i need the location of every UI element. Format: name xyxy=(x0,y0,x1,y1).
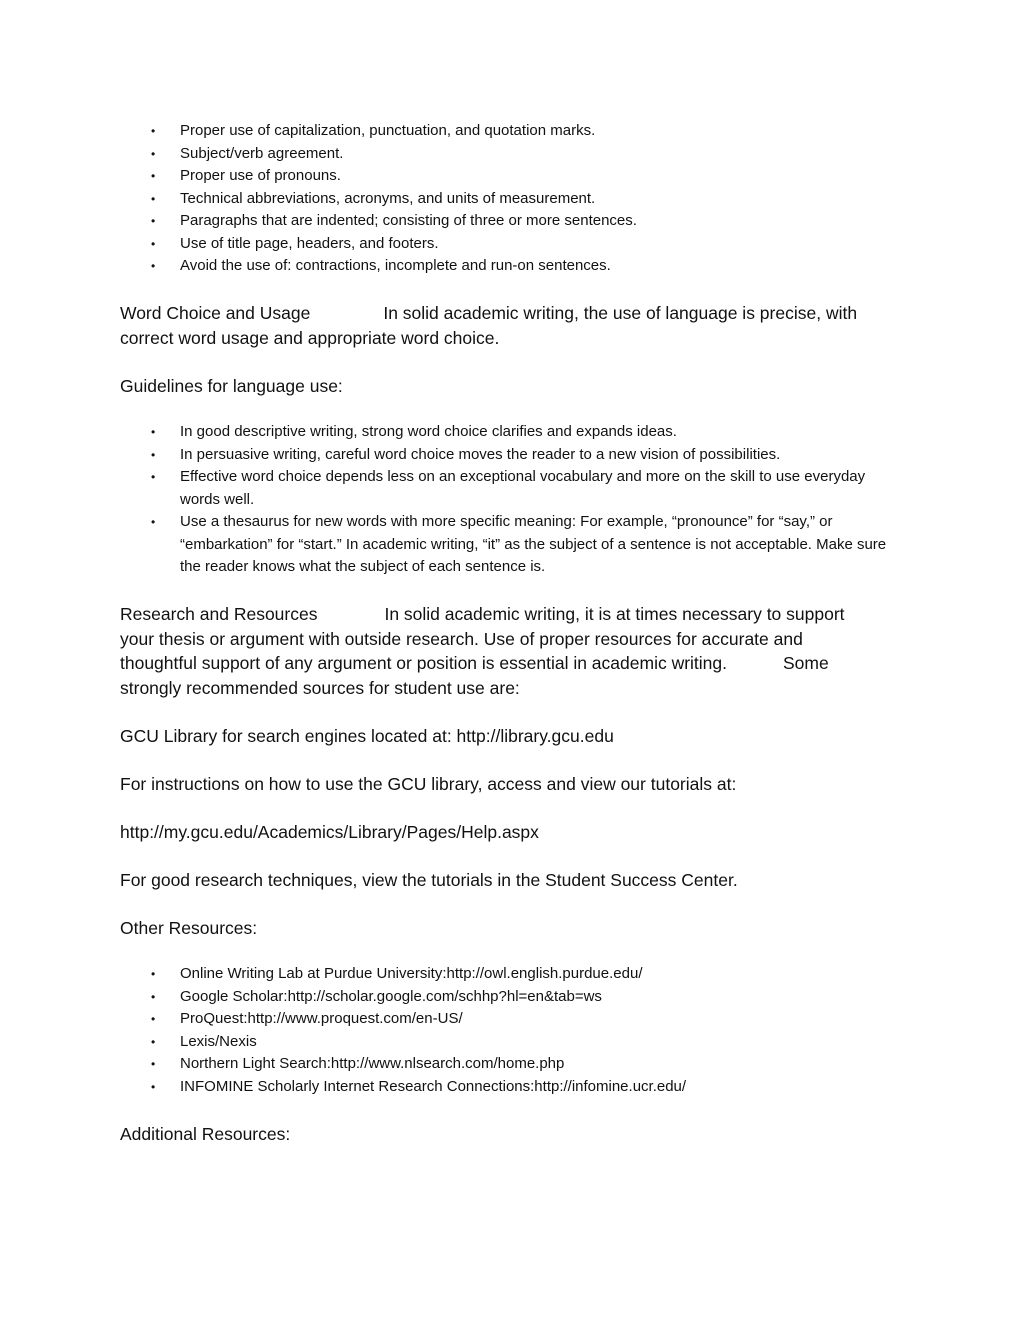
list-item: • Paragraphs that are indented; consisting of three or more sentences. xyxy=(150,210,892,233)
bullet-icon: • xyxy=(151,259,156,273)
paragraph-text: thoughtful support of any argument or position is essential in academic writing. xyxy=(120,653,727,673)
bullet-icon: • xyxy=(151,470,156,484)
list-item: • Northern Light Search:http://www.nlsearch.com/home.php xyxy=(150,1053,892,1076)
list-item: • Proper use of pronouns. xyxy=(150,165,892,188)
bullet-icon: • xyxy=(151,989,156,1004)
list-item: • In persuasive writing, careful word choice moves the reader to a new vision of possibilities. xyxy=(150,444,892,467)
paragraph-text: your thesis or argument with outside research. Use of proper resources for accurate and xyxy=(120,628,803,649)
list-item: • ProQuest:http://www.proquest.com/en-US/ xyxy=(150,1008,892,1031)
list-item: • In good descriptive writing, strong word choice clarifies and expands ideas. xyxy=(150,421,892,444)
list-item: • Use a thesaurus for new words with more specific meaning: For example, “pronounce” for “say,” or “embarkation” for “start.” In academic writing, “it” as the subject of a sentence is not acceptable. Make sure the reader knows what the subject of each sentence is. xyxy=(151,513,891,575)
help-url-line: http://my.gcu.edu/Academics/Library/Pages/Help.aspx xyxy=(120,822,539,842)
paragraph-text: correct word usage and appropriate word choice. xyxy=(120,327,500,348)
bullet-icon: • xyxy=(151,515,156,529)
list-item: • INFOMINE Scholarly Internet Research Connections:http://infomine.ucr.edu/ xyxy=(150,1076,892,1099)
paragraph-text: Some xyxy=(783,653,829,673)
guidelines-label: Guidelines for language use: xyxy=(120,376,343,396)
list-item: • Technical abbreviations, acronyms, and units of measurement. xyxy=(150,188,892,211)
research-paragraph xyxy=(120,602,892,700)
bullet-icon: • xyxy=(151,1012,156,1026)
list-item: • Proper use of capitalization, punctuation, and quotation marks. xyxy=(150,120,892,143)
section-heading: Research and Resources xyxy=(120,604,318,624)
bullet-icon: • xyxy=(151,214,156,228)
list-item: • Subject/verb agreement. xyxy=(150,143,892,166)
section-heading: Word Choice and Usage xyxy=(120,303,311,323)
other-resources-label: Other Resources: xyxy=(120,918,258,938)
list-item: • Use of title page, headers, and footers. xyxy=(150,233,892,256)
paragraph-text: In solid academic writing, it is at times necessary to support xyxy=(384,604,845,624)
list-item: • Google Scholar:http://scholar.google.com/schhp?hl=en&tab=ws xyxy=(150,986,892,1009)
instructions-line: For instructions on how to use the GCU library, access and view our tutorials at: xyxy=(120,774,737,794)
bullet-icon: • xyxy=(151,236,156,251)
list-item: • Lexis/Nexis xyxy=(150,1031,892,1054)
other-resources-list xyxy=(150,963,892,1098)
mechanics-list xyxy=(150,120,892,278)
paragraph-text: strongly recommended sources for student use are: xyxy=(120,677,520,698)
additional-resources-label: Additional Resources: xyxy=(120,1124,291,1144)
list-item: • Avoid the use of: contractions, incomplete and run-on sentences. xyxy=(150,255,892,278)
bullet-icon: • xyxy=(151,146,156,161)
list-item: • Online Writing Lab at Purdue University:http://owl.english.purdue.edu/ xyxy=(150,963,892,986)
bullet-icon: • xyxy=(151,1057,156,1071)
bullet-icon: • xyxy=(151,1079,156,1094)
bullet-icon: • xyxy=(151,447,156,462)
bullet-icon: • xyxy=(151,425,156,439)
language-guidelines-list xyxy=(150,421,892,579)
gcu-library-line: GCU Library for search engines located at: http://library.gcu.edu xyxy=(120,726,614,746)
bullet-icon: • xyxy=(151,124,156,138)
paragraph-text: In solid academic writing, the use of language is precise, with xyxy=(383,303,858,323)
list-item: • Effective word choice depends less on an exceptional vocabulary and more on the skill to use everyday words well. xyxy=(151,468,870,508)
word-choice-paragraph xyxy=(120,301,892,350)
bullet-icon: • xyxy=(151,191,156,206)
bullet-icon: • xyxy=(151,1034,156,1049)
bullet-icon: • xyxy=(151,169,156,183)
techniques-line: For good research techniques, view the tutorials in the Student Success Center. xyxy=(120,870,738,890)
bullet-icon: • xyxy=(151,967,156,981)
